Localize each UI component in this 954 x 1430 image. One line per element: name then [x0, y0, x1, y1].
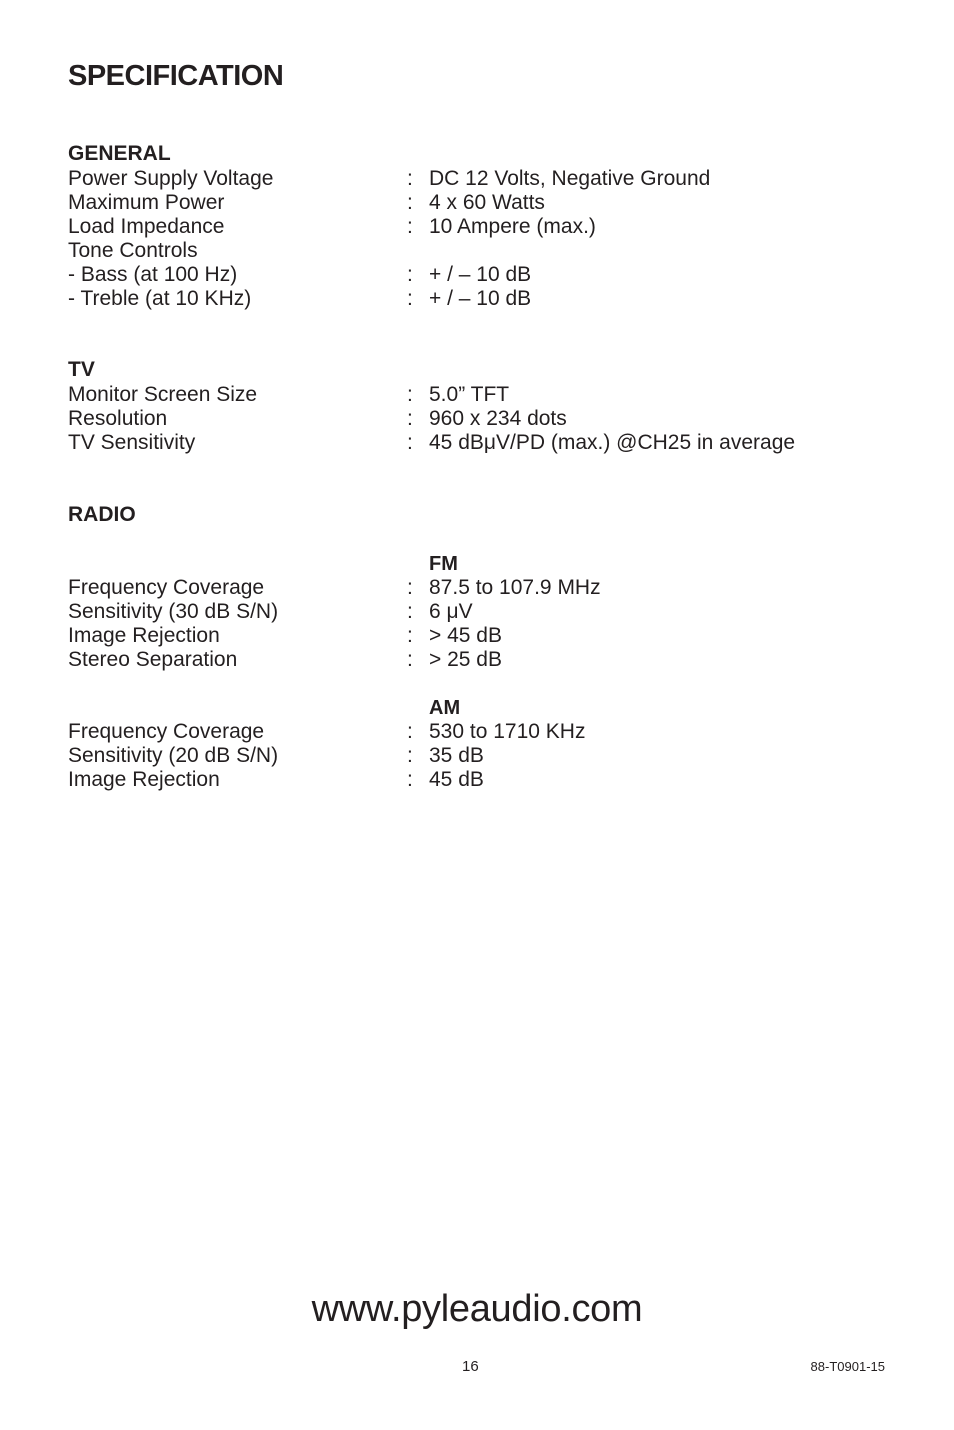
spec-label: TV Sensitivity — [68, 431, 196, 454]
spec-label: Power Supply Voltage — [68, 167, 274, 190]
spec-value: + / – 10 dB — [429, 263, 532, 286]
spec-label: Resolution — [68, 407, 168, 430]
spec-row — [0, 744, 954, 768]
spec-value: 960 x 234 dots — [429, 407, 567, 430]
spec-label: Image Rejection — [68, 768, 220, 791]
spec-separator: : — [407, 648, 413, 671]
spec-value: 10 Ampere (max.) — [429, 215, 596, 238]
spec-row — [0, 263, 954, 287]
spec-value: 4 x 60 Watts — [429, 191, 545, 214]
page-number: 16 — [462, 1358, 479, 1375]
spec-separator: : — [407, 624, 413, 647]
spec-row — [0, 191, 954, 215]
spec-separator: : — [407, 287, 413, 310]
page-title: SPECIFICATION — [68, 60, 284, 92]
spec-label: Maximum Power — [68, 191, 225, 214]
spec-value: 5.0” TFT — [429, 383, 510, 406]
spec-value: 45 dBμV/PD (max.) @CH25 in average — [429, 431, 796, 454]
spec-value: 6 μV — [429, 600, 473, 623]
section-heading-radio: RADIO — [68, 503, 136, 526]
spec-separator: : — [407, 744, 413, 767]
spec-value: > 45 dB — [429, 624, 502, 647]
spec-value: > 25 dB — [429, 648, 502, 671]
spec-separator: : — [407, 600, 413, 623]
band-heading-am: AM — [429, 697, 461, 719]
spec-separator: : — [407, 576, 413, 599]
spec-row — [0, 407, 954, 431]
section-heading-general: GENERAL — [68, 142, 171, 165]
spec-label: Frequency Coverage — [68, 720, 265, 743]
band-heading-fm: FM — [429, 553, 458, 575]
spec-row — [0, 383, 954, 407]
spec-separator: : — [407, 383, 413, 406]
spec-label: Stereo Separation — [68, 648, 238, 671]
document-code: 88-T0901-15 — [810, 1359, 885, 1374]
spec-label: Load Impedance — [68, 215, 225, 238]
spec-row — [0, 431, 954, 455]
spec-value: 45 dB — [429, 768, 484, 791]
spec-value: DC 12 Volts, Negative Ground — [429, 167, 711, 190]
spec-separator: : — [407, 263, 413, 286]
spec-label: - Bass (at 100 Hz) — [68, 263, 238, 286]
spec-row — [0, 576, 954, 600]
spec-value: 87.5 to 107.9 MHz — [429, 576, 601, 599]
spec-row — [0, 167, 954, 191]
spec-row — [0, 239, 954, 263]
spec-label: Tone Controls — [68, 239, 198, 262]
section-heading-tv: TV — [68, 358, 95, 381]
spec-row — [0, 287, 954, 311]
spec-value: 530 to 1710 KHz — [429, 720, 586, 743]
spec-label: Image Rejection — [68, 624, 220, 647]
spec-value: 35 dB — [429, 744, 484, 767]
spec-separator: : — [407, 768, 413, 791]
spec-label: Frequency Coverage — [68, 576, 265, 599]
spec-separator: : — [407, 215, 413, 238]
spec-label: Sensitivity (20 dB S/N) — [68, 744, 279, 767]
spec-row — [0, 215, 954, 239]
spec-separator: : — [407, 191, 413, 214]
spec-label: Monitor Screen Size — [68, 383, 258, 406]
spec-label: - Treble (at 10 KHz) — [68, 287, 252, 310]
spec-row — [0, 768, 954, 792]
spec-label: Sensitivity (30 dB S/N) — [68, 600, 279, 623]
website-url: www.pyleaudio.com — [311, 1288, 643, 1330]
spec-row — [0, 600, 954, 624]
spec-separator: : — [407, 167, 413, 190]
spec-separator: : — [407, 720, 413, 743]
spec-separator: : — [407, 407, 413, 430]
spec-row — [0, 720, 954, 744]
spec-row — [0, 648, 954, 672]
spec-value: + / – 10 dB — [429, 287, 532, 310]
spec-separator: : — [407, 431, 413, 454]
spec-row — [0, 624, 954, 648]
